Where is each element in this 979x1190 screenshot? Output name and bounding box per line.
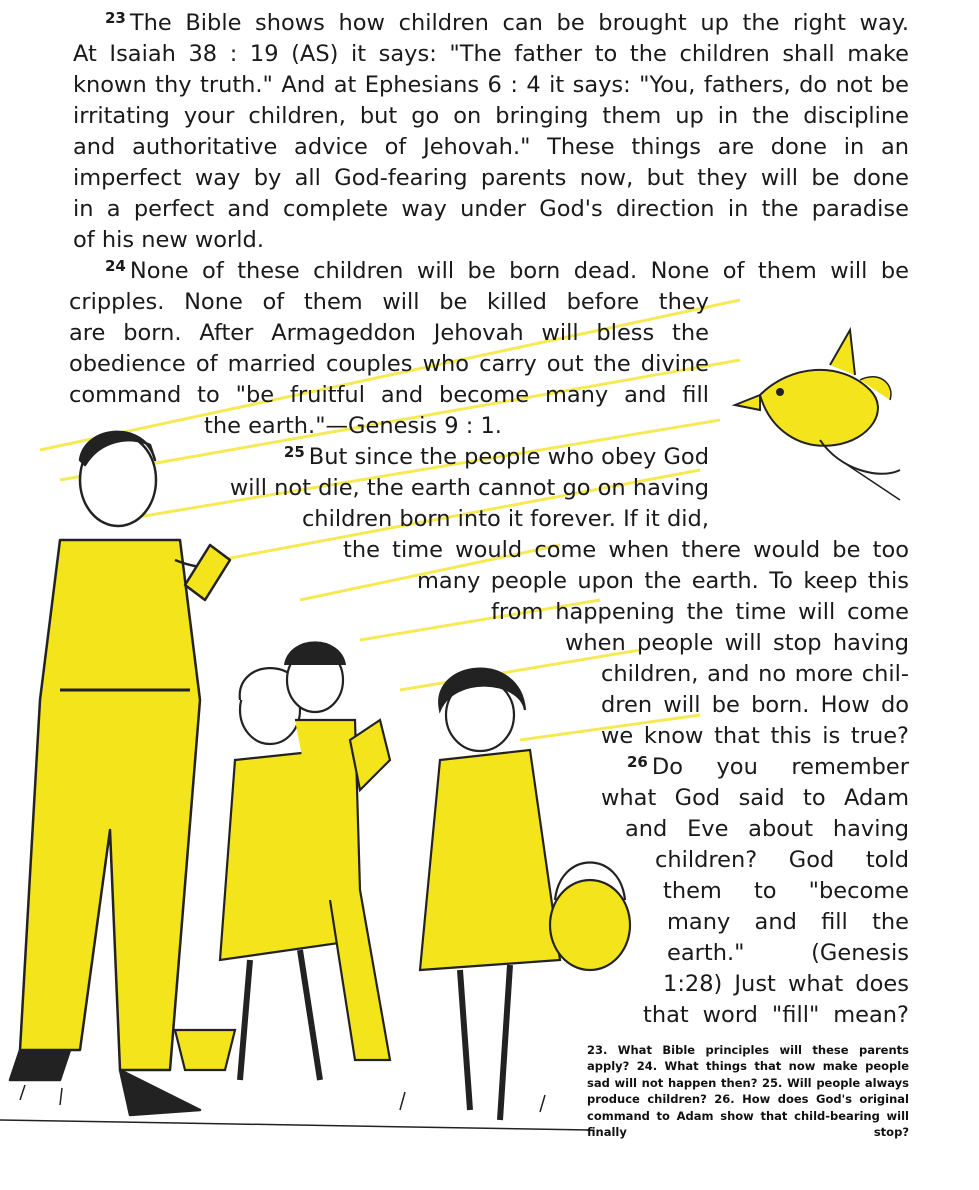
text-line: what God said to Adam bbox=[601, 785, 909, 811]
text-line: we know that this is true? bbox=[601, 723, 909, 749]
text-line: $^{25}$ But since the people who obey God bbox=[283, 443, 709, 470]
text-line: earth." (Genesis bbox=[667, 940, 909, 966]
text-line: the time would come when there would be too bbox=[343, 537, 909, 563]
study-questions: 23. What Bible principles will these parents apply? 24. What things that now make people sad will not happen then? 25. Will people always produce children? 26. How does God's original command to Adam show that child-bearing will finally stop? bbox=[587, 1042, 909, 1140]
text-line: in a perfect and complete way under God's direction in the paradise bbox=[73, 196, 909, 222]
paragraph-number: 24 bbox=[105, 257, 126, 275]
text-line: them to "become bbox=[663, 878, 909, 904]
text-line: many people upon the earth. To keep this bbox=[417, 568, 909, 594]
text-line: are born. After Armageddon Jehovah will bless the bbox=[69, 320, 709, 346]
paragraph-number: 25 bbox=[283, 443, 305, 461]
text-line: many and fill the bbox=[667, 909, 909, 935]
text-line: $^{23}$ The Bible shows how children can be brought up the right way. bbox=[105, 9, 909, 36]
text-line: of his new world. bbox=[73, 227, 264, 253]
father-figure bbox=[10, 432, 230, 1115]
text-line: when people will stop having bbox=[565, 630, 909, 656]
text-line: irritating your children, but go on bringing them up in the discipline bbox=[73, 103, 909, 129]
text-line: and Eve about having bbox=[625, 816, 909, 842]
text-line: known thy truth." And at Ephesians 6 : 4 it says: "You, fathers, do not be bbox=[73, 72, 909, 98]
text-line: from happening the time will come bbox=[491, 599, 909, 625]
text-line: will not die, the earth cannot go on having bbox=[229, 475, 709, 501]
text-line: that word "fill" mean? bbox=[643, 1002, 909, 1028]
text-line: and authoritative advice of Jehovah." These things are done in an bbox=[73, 134, 909, 160]
text-line: $^{24}$ None of these children will be born dead. None of them will be bbox=[105, 257, 909, 284]
text-line: obedience of married couples who carry out the divine bbox=[69, 351, 709, 377]
text-line: 1:28) Just what does bbox=[663, 971, 909, 997]
text-line: dren will be born. How do bbox=[601, 692, 909, 718]
text-line: children born into it forever. If it did, bbox=[301, 506, 709, 532]
text-line: imperfect way by all God-fearing parents now, but they will be done bbox=[73, 165, 909, 191]
text-line: At Isaiah 38 : 19 (AS) it says: "The father to the children shall make bbox=[73, 41, 909, 67]
paragraph-number: 23 bbox=[105, 9, 126, 27]
paragraph-number: 26 bbox=[627, 753, 648, 771]
text-line: cripples. None of them will be killed before they bbox=[69, 289, 709, 315]
bird-drawing bbox=[735, 330, 900, 500]
text-line: children, and no more chil- bbox=[601, 661, 909, 687]
text-line: the earth."—Genesis 9 : 1. bbox=[204, 413, 502, 439]
text-line: $^{26}$ Do you remember bbox=[627, 753, 909, 780]
text-line: command to "be fruitful and become many and fill bbox=[69, 382, 709, 408]
text-line: children? God told bbox=[655, 847, 909, 873]
